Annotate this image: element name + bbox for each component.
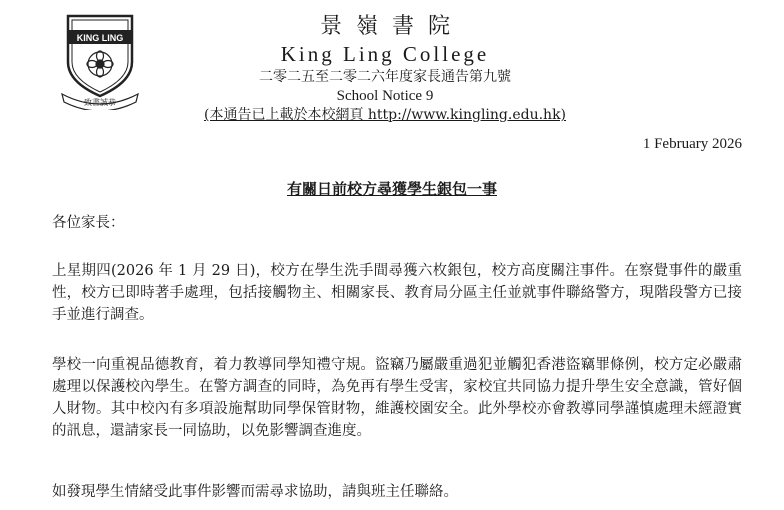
school-name-english: King Ling College: [280, 42, 490, 66]
body-paragraph-3: 如發現學生情緒受此事件影響而需尋求協助，請與班主任聯絡。: [52, 484, 458, 500]
notice-title-english: School Notice 9: [336, 88, 434, 104]
notice-title-chinese: 二零二五至二零二六年度家長通告第九號: [259, 69, 511, 85]
school-crest-logo: [58, 10, 142, 110]
crest-banner-text: KING LING: [76, 33, 124, 43]
crest-shield-icon: [58, 10, 142, 110]
body-paragraph-1: 上星期四(2026 年 1 月 29 日)，校方在學生洗手間尋獲六枚銀包，校方高度關注事件。在察覺事件的嚴重性，校方已即時著手處理，包括接觸物主、相關家長、教育局分區主任並就事件聯絡警方，現階段警方已接手並進行調查。: [52, 263, 742, 323]
letterhead: [150, 14, 620, 125]
website-note: (本通告已上載於本校網頁 http://www.kingling.edu.hk): [203, 107, 567, 123]
salutation: 各位家長：: [52, 215, 125, 231]
notice-date: 1 February 2026: [642, 136, 742, 152]
crest-motto-text: 致書誠恭: [84, 98, 116, 107]
notice-subject: 有關日前校方尋獲學生銀包一事: [286, 180, 497, 198]
body-paragraph-2: 學校一向重視品德教育，着力教導同學知禮守規。盜竊乃屬嚴重過犯並觸犯香港盜竊罪條例，校方定必嚴肅處理以保護校內學生。在警方調查的同時，為免再有學生受害，家校宜共同協力提升學生安全意識，管好個人財物。其中校內有多項設施幫助同學保管財物，維護校園安全。此外學校亦會教導同學謹慎處理未經證實的訊息，還請家長一同協助，以免影響調查進度。: [52, 357, 742, 439]
school-name-chinese: 景嶺書院: [319, 14, 464, 39]
